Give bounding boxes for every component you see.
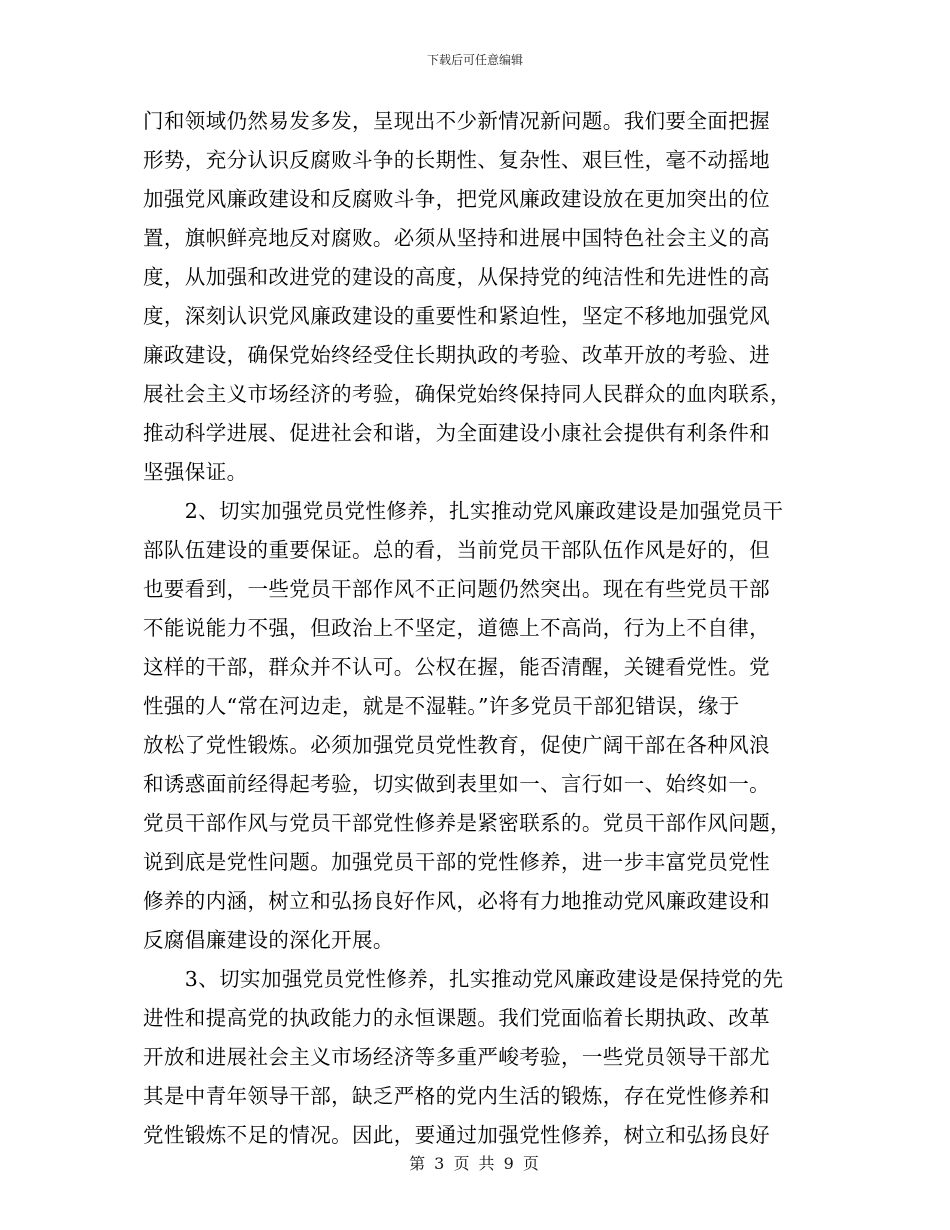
text-line: 展社会主义市场经济的考验，确保党始终保持同人民群众的血肉联系， [143, 382, 791, 406]
text-line: 推动科学进展、促进社会和谐，为全面建设小康社会提供有利条件和 [143, 421, 770, 445]
text-line: 加强党风廉政建设和反腐败斗争，把党风廉政建设放在更加突出的位 [143, 187, 770, 211]
text-line: 党员干部作风与党员干部党性修养是紧密联系的。党员干部作风问题， [143, 811, 791, 835]
text-line: 修养的内涵，树立和弘扬良好作风，必将有力地推动党风廉政建设和 [143, 889, 770, 913]
text-line: 和诱惑面前经得起考验，切实做到表里如一、言行如一、始终如一。 [143, 772, 770, 796]
text-line: 说到底是党性问题。加强党员干部的党性修养，进一步丰富党员党性 [143, 850, 770, 874]
text-line: 3、切实加强党员党性修养，扎实推动党风廉政建设是保持党的先 [143, 967, 784, 991]
document-body [143, 102, 811, 1155]
text-line: 廉政建设，确保党始终经受住长期执政的考验、改革开放的考验、进 [143, 343, 770, 367]
page-number-footer: 第 3 页 共 9 页 [409, 1154, 541, 1173]
text-line: 这样的干部，群众并不认可。公权在握，能否清醒，关键看党性。党 [143, 655, 770, 679]
text-line: 反腐倡廉建设的深化开展。 [143, 928, 394, 952]
text-line: 度，深刻认识党风廉政建设的重要性和紧迫性，坚定不移地加强党风 [143, 304, 770, 328]
text-line: 形势，充分认识反腐败斗争的长期性、复杂性、艰巨性，毫不动摇地 [143, 148, 770, 172]
text-line: 开放和进展社会主义市场经济等多重严峻考验，一些党员领导干部尤 [143, 1045, 770, 1069]
text-line: 门和领域仍然易发多发，呈现出不少新情况新问题。我们要全面把握 [143, 109, 770, 133]
text-line: 置，旗帜鲜亮地反对腐败。必须从坚持和进展中国特色社会主义的高 [143, 226, 770, 250]
page-header: 下载后可任意编辑 [426, 53, 523, 67]
text-line: 坚强保证。 [143, 460, 248, 484]
text-line: 部队伍建设的重要保证。总的看，当前党员干部队伍作风是好的，但 [143, 538, 770, 562]
text-line: 也要看到，一些党员干部作风不正问题仍然突出。现在有些党员干部 [143, 577, 770, 601]
text-line: 其是中青年领导干部，缺乏严格的党内生活的锻炼，存在党性修养和 [143, 1084, 770, 1108]
text-line: 进性和提高党的执政能力的永恒课题。我们党面临着长期执政、改革 [143, 1006, 770, 1030]
text-line: 党性锻炼不足的情况。因此，要通过加强党性修养，树立和弘扬良好 [143, 1123, 770, 1147]
text-line: 2、切实加强党员党性修养，扎实推动党风廉政建设是加强党员干 [143, 499, 784, 523]
text-line: 不能说能力不强，但政治上不坚定，道德上不高尚，行为上不自律， [143, 616, 770, 640]
text-line: 度，从加强和改进党的建设的高度，从保持党的纯洁性和先进性的高 [143, 265, 770, 289]
text-line: 性强的人“常在河边走，就是不湿鞋。”许多党员干部犯错误，缘于 [143, 694, 740, 718]
text-line: 放松了党性锻炼。必须加强党员党性教育，促使广阔干部在各种风浪 [143, 733, 770, 757]
